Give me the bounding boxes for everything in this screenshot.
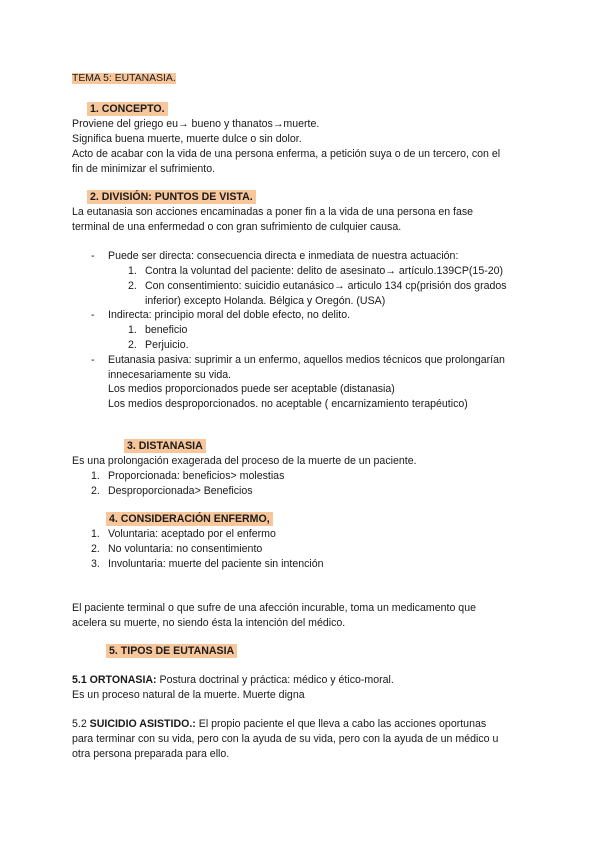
paragraph-line: otra persona preparada para ello.: [72, 748, 230, 760]
paragraph-line: fin de minimizar el sufrimiento.: [72, 163, 216, 175]
ortonasia-label: 5.1 ORTONASIA:: [72, 674, 157, 686]
paragraph-line: El paciente terminal o que sufre de una afección incurable, toma un medicamento que: [72, 602, 476, 614]
suicidio-label: SUICIDIO ASISTIDO.:: [89, 718, 196, 730]
section-5-heading: 5. TIPOS DE EUTANASIA: [106, 644, 237, 658]
list-number: 2.: [91, 543, 100, 555]
list-item: Desproporcionada> Beneficios: [108, 485, 253, 497]
list-item: Con consentimiento: suicidio eutanásico→ articulo 134 cp(prisión dos grados: [145, 280, 507, 292]
paragraph-line: acelera su muerte, no siendo ésta la intención del médico.: [72, 617, 346, 629]
list-number: 1.: [128, 324, 137, 336]
list-number: 1.: [91, 528, 100, 540]
list-item: Indirecta: principio moral del doble efecto, no delito.: [108, 309, 351, 321]
section-4-heading: 4. CONSIDERACIÓN ENFERMO,: [106, 512, 273, 526]
paragraph-line: Es un proceso natural de la muerte. Muerte digna: [72, 689, 305, 701]
list-item: Puede ser directa: consecuencia directa e inmediata de nuestra actuación:: [108, 250, 459, 262]
bullet-dash: -: [91, 250, 95, 262]
list-number: 1.: [128, 265, 137, 277]
list-item-continuation: Los medios desproporcionados. no aceptable ( encarnizamiento terapéutico): [108, 398, 468, 410]
list-number: 2.: [128, 339, 137, 351]
list-item: Contra la voluntad del paciente: delito de asesinato→ artículo.139CP(15-20): [145, 265, 504, 277]
list-item: Perjuicio.: [145, 339, 189, 351]
list-number: 2.: [91, 485, 100, 497]
document-title: TEMA 5: EUTANASIA.: [72, 73, 176, 84]
list-number: 1.: [91, 470, 100, 482]
suicidio-line: [72, 717, 486, 731]
list-item-continuation: inferior) excepto Holanda. Bélgica y Oregón. (USA): [145, 295, 386, 307]
paragraph-line: Es una prolongación exagerada del proceso de la muerte de un paciente.: [72, 455, 417, 467]
list-item: Proporcionada: beneficios> molestias: [108, 470, 285, 482]
ortonasia-line: [72, 673, 394, 687]
bullet-dash: -: [91, 309, 95, 321]
list-item: Involuntaria: muerte del paciente sin intención: [108, 558, 324, 570]
list-item-continuation: innecesariamente su vida.: [108, 369, 232, 381]
bullet-dash: -: [91, 354, 95, 366]
paragraph-line: Significa buena muerte, muerte dulce o sin dolor.: [72, 133, 302, 145]
paragraph-line: Proviene del griego eu→ bueno y thanatos→muerte.: [72, 118, 320, 130]
paragraph-line: La eutanasia son acciones encaminadas a poner fin a la vida de una persona en fase: [72, 206, 474, 218]
paragraph-line: para terminar con su vida, pero con la ayuda de su vida, pero con la ayuda de un médico u: [72, 733, 499, 745]
list-item: No voluntaria: no consentimiento: [108, 543, 263, 555]
list-item: Voluntaria: aceptado por el enfermo: [108, 528, 276, 540]
list-number: 2.: [128, 280, 137, 292]
section-3-heading: 3. DISTANASIA: [124, 439, 206, 453]
suicidio-number: 5.2: [72, 718, 90, 730]
list-number: 3.: [91, 558, 100, 570]
section-1-heading: 1. CONCEPTO.: [87, 102, 168, 116]
list-item: beneficio: [145, 324, 188, 336]
list-item: Eutanasia pasiva: suprimir a un enfermo, aquellos medios técnicos que prolongarían: [108, 354, 505, 366]
paragraph-line: Acto de acabar con la vida de una persona enferma, a petición suya o de un tercero, con el: [72, 148, 501, 160]
list-item-continuation: Los medios proporcionados puede ser aceptable (distanasia): [108, 383, 395, 395]
section-2-heading: 2. DIVISIÓN: PUNTOS DE VISTA.: [87, 190, 256, 204]
suicidio-text: El propio paciente el que lleva a cabo las acciones oportunas: [195, 718, 487, 730]
paragraph-line: terminal de una enfermedad o con gran sufrimiento de culquier causa.: [72, 221, 402, 233]
ortonasia-text: Postura doctrinal y práctica: médico y ético-moral.: [156, 674, 394, 686]
